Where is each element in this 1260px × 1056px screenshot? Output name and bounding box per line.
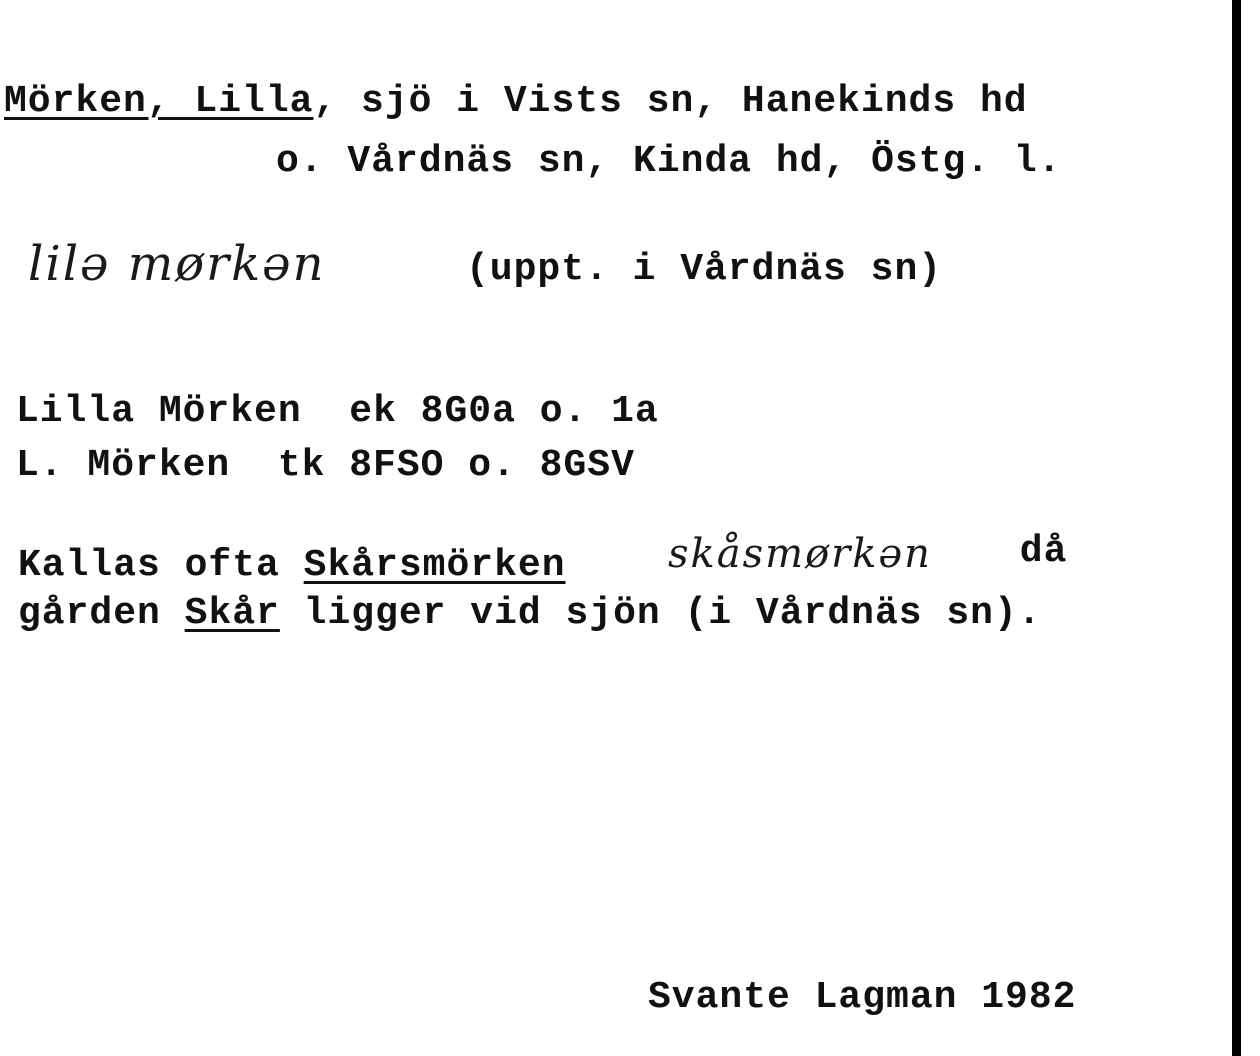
alt-name: Skårsmörken <box>303 544 566 587</box>
remark-line-2 <box>18 592 1042 636</box>
heading-rest: , sjö i Vists sn, Hanekinds hd <box>313 80 1028 123</box>
heading-line-1 <box>4 80 1028 124</box>
place-name: Mörken, Lilla <box>4 80 314 123</box>
remark-line-1 <box>18 544 566 588</box>
map-ref-name-1: Lilla Mörken <box>16 390 302 433</box>
remark-suffix: då <box>996 530 1068 573</box>
remark-line2-prefix: gården <box>18 592 185 635</box>
heading-line-2: o. Vårdnäs sn, Kinda hd, Östg. l. <box>276 140 1062 183</box>
handwritten-pronunciation: lilə mørkən <box>28 236 326 292</box>
pronunciation-note: (uppt. i Vårdnäs sn) <box>466 248 943 291</box>
map-ref-code-2: tk 8FSO o. 8GSV <box>277 444 635 487</box>
signature: Svante Lagman 1982 <box>648 976 1077 1019</box>
map-ref-name-2: L. Mörken <box>16 444 231 487</box>
map-ref-row-1 <box>16 390 659 434</box>
card-edge <box>1232 0 1241 1056</box>
map-ref-row-2 <box>16 444 635 488</box>
farm-name: Skår <box>184 592 280 635</box>
map-ref-code-1: ek 8G0a o. 1a <box>349 390 659 433</box>
handwritten-alt-pronunciation: skåsmørkən <box>668 531 932 577</box>
remark-line2-suffix: ligger vid sjön (i Vårdnäs sn). <box>279 592 1042 635</box>
remark-prefix: Kallas ofta <box>18 544 304 587</box>
